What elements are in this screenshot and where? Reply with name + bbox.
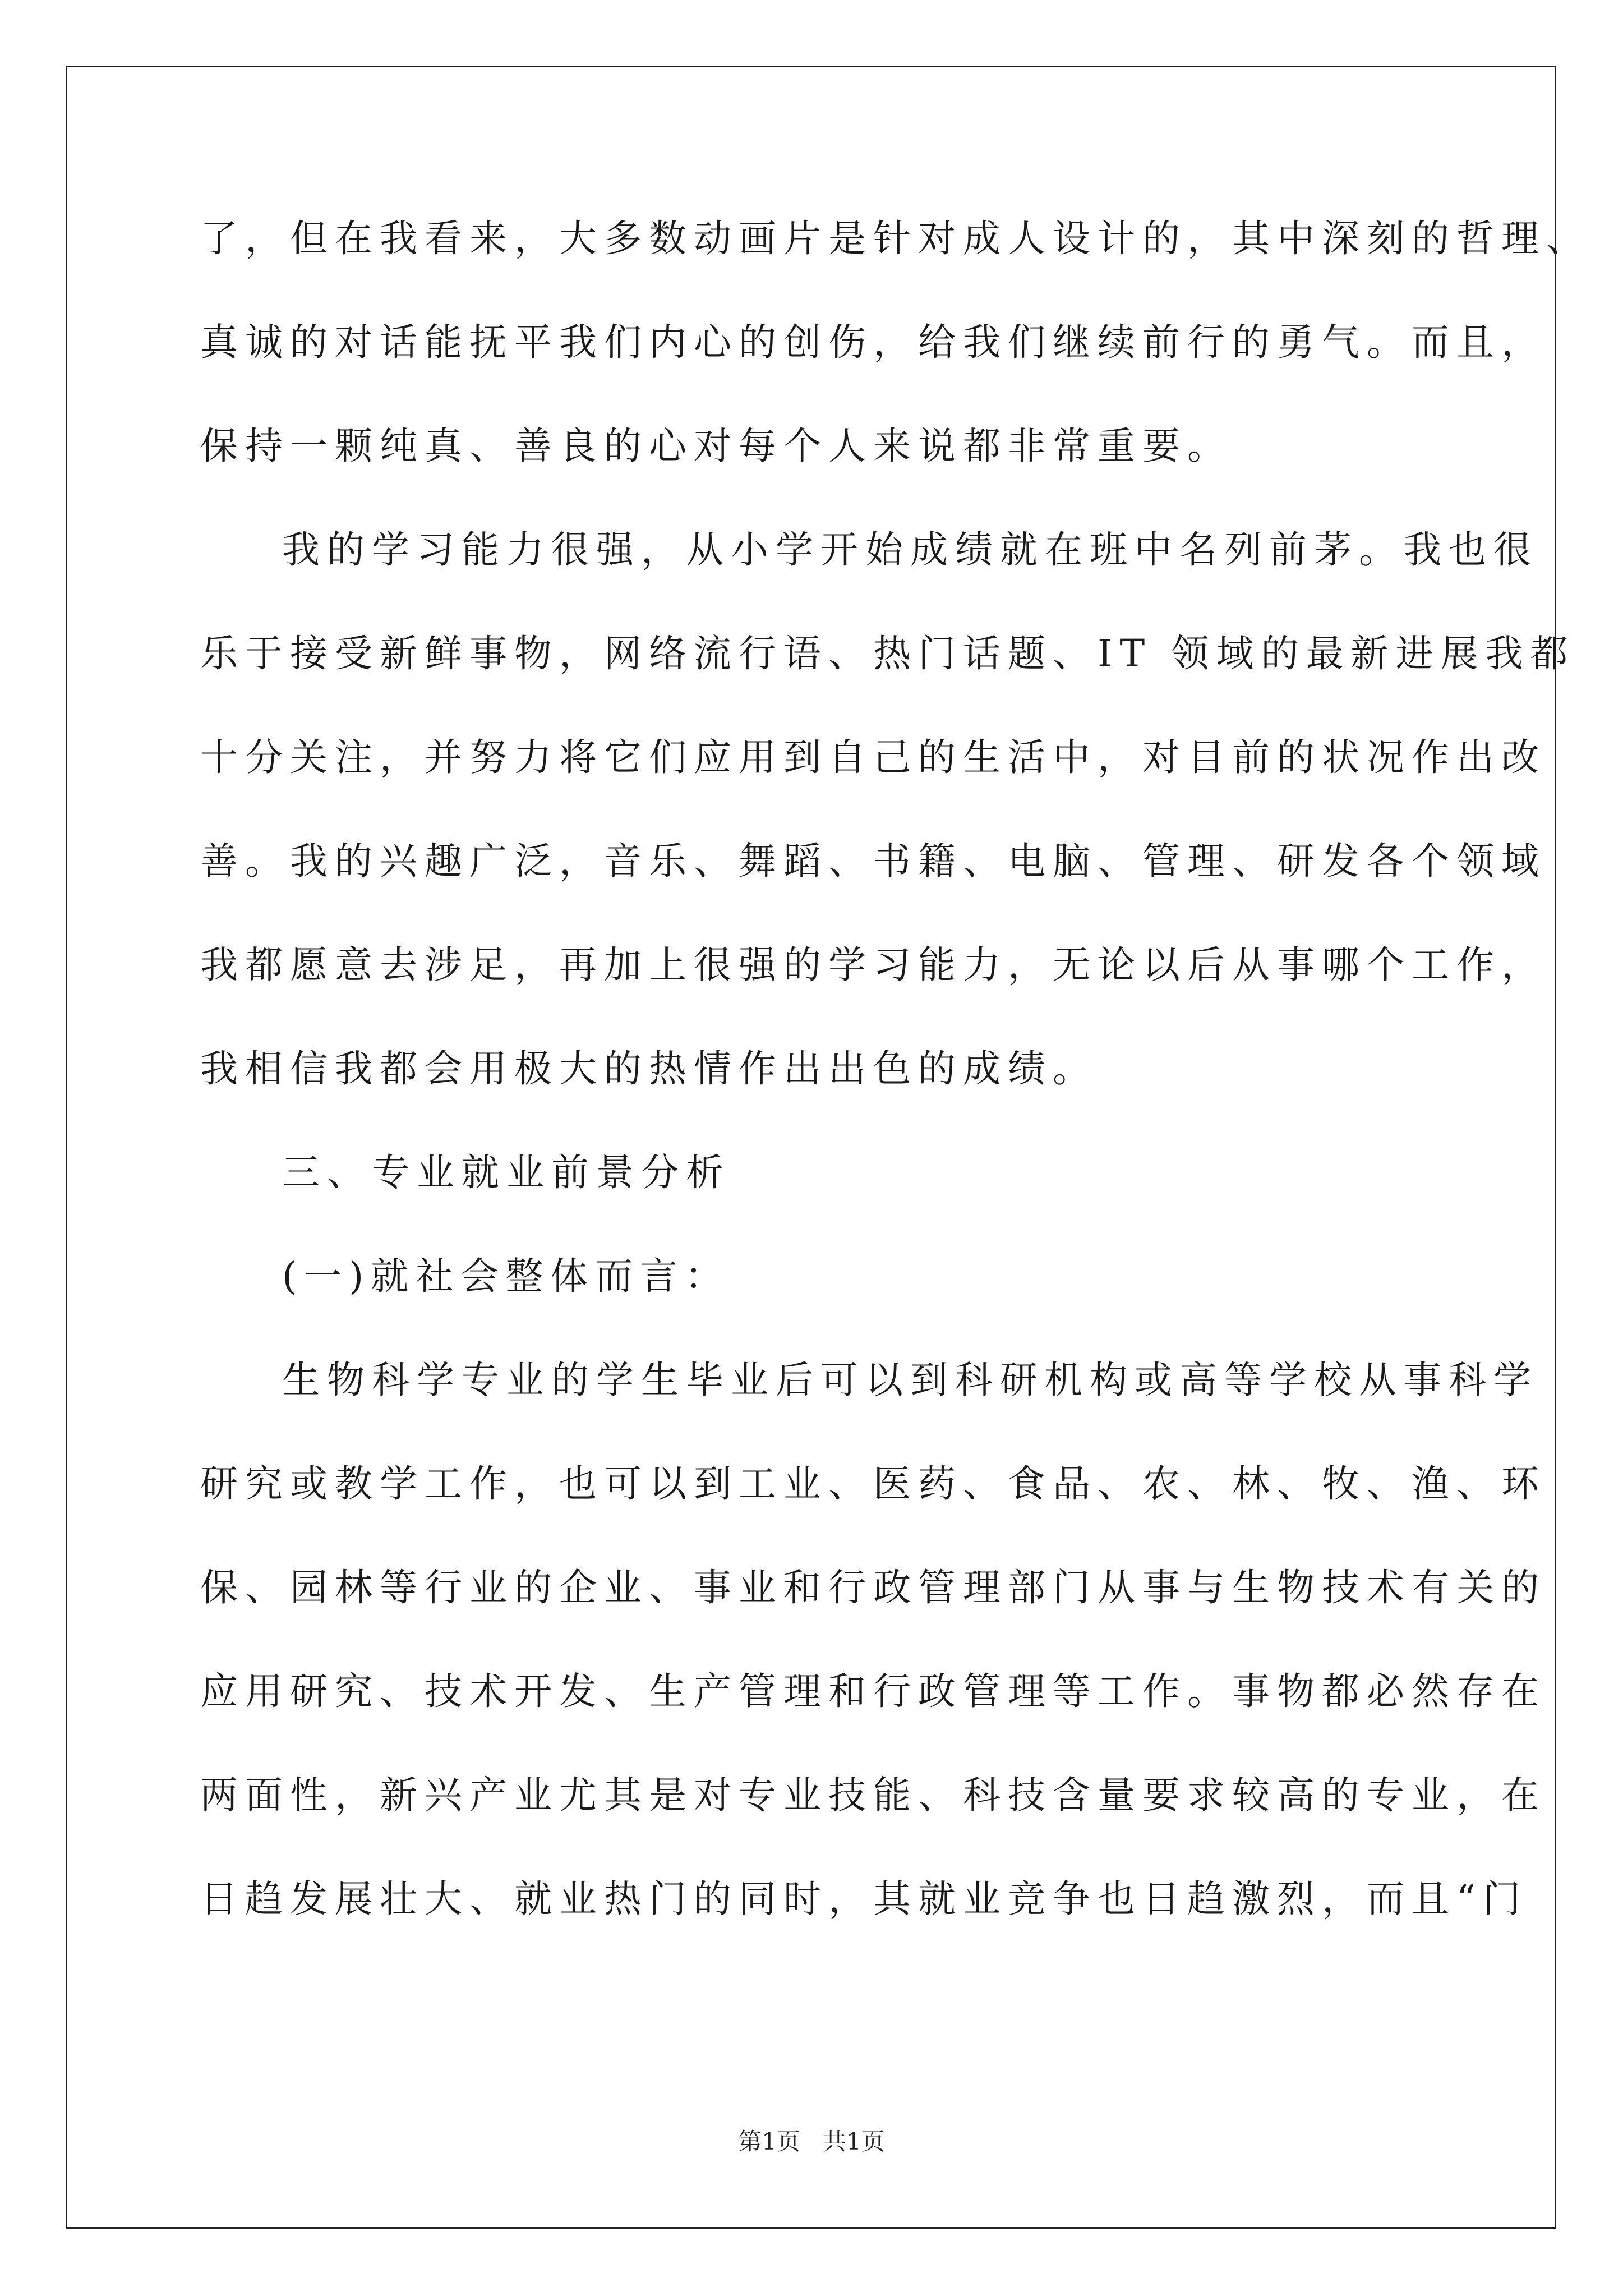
text-line: 保持一颗纯真、善良的心对每个人来说都非常重要。 (200, 424, 1232, 468)
text-line: 真诚的对话能抚平我们内心的创伤，给我们继续前行的勇气。而且， (200, 320, 1546, 364)
text-line: 我都愿意去涉足，再加上很强的学习能力，无论以后从事哪个工作， (200, 943, 1546, 987)
text-line: 日趋发展壮大、就业热门的同时，其就业竞争也日趋激烈，而且“门 (200, 1877, 1528, 1921)
paragraph-first-line: 生物科学专业的学生毕业后可以到科研机构或高等学校从事科学 (282, 1358, 1538, 1402)
page-number-footer: 第1页 共1页 (738, 2128, 885, 2155)
text-line: 了，但在我看来，大多数动画片是针对成人设计的，其中深刻的哲理、 (200, 217, 1591, 260)
paragraph-first-line: 我的学习能力很强，从小学开始成绩就在班中名列前茅。我也很 (282, 528, 1538, 572)
text-line: 研究或教学工作，也可以到工业、医药、食品、农、林、牧、渔、环 (200, 1462, 1546, 1506)
text-line: 乐于接受新鲜事物，网络流行语、热门话题、IT 领域的最新进展我都 (200, 632, 1575, 675)
subsection-heading: (一)就社会整体而言： (282, 1254, 730, 1298)
section-heading: 三、专业就业前景分析 (282, 1151, 731, 1194)
text-line: 善。我的兴趣广泛，音乐、舞蹈、书籍、电脑、管理、研发各个领域 (200, 839, 1546, 883)
text-line: 应用研究、技术开发、生产管理和行政管理等工作。事物都必然存在 (200, 1669, 1546, 1713)
text-line: 我相信我都会用极大的热情作出出色的成绩。 (200, 1047, 1098, 1091)
text-line: 十分关注，并努力将它们应用到自己的生活中，对目前的状况作出改 (200, 735, 1546, 779)
text-line: 保、园林等行业的企业、事业和行政管理部门从事与生物技术有关的 (200, 1566, 1546, 1609)
text-line: 两面性，新兴产业尤其是对专业技能、科技含量要求较高的专业，在 (200, 1773, 1546, 1817)
